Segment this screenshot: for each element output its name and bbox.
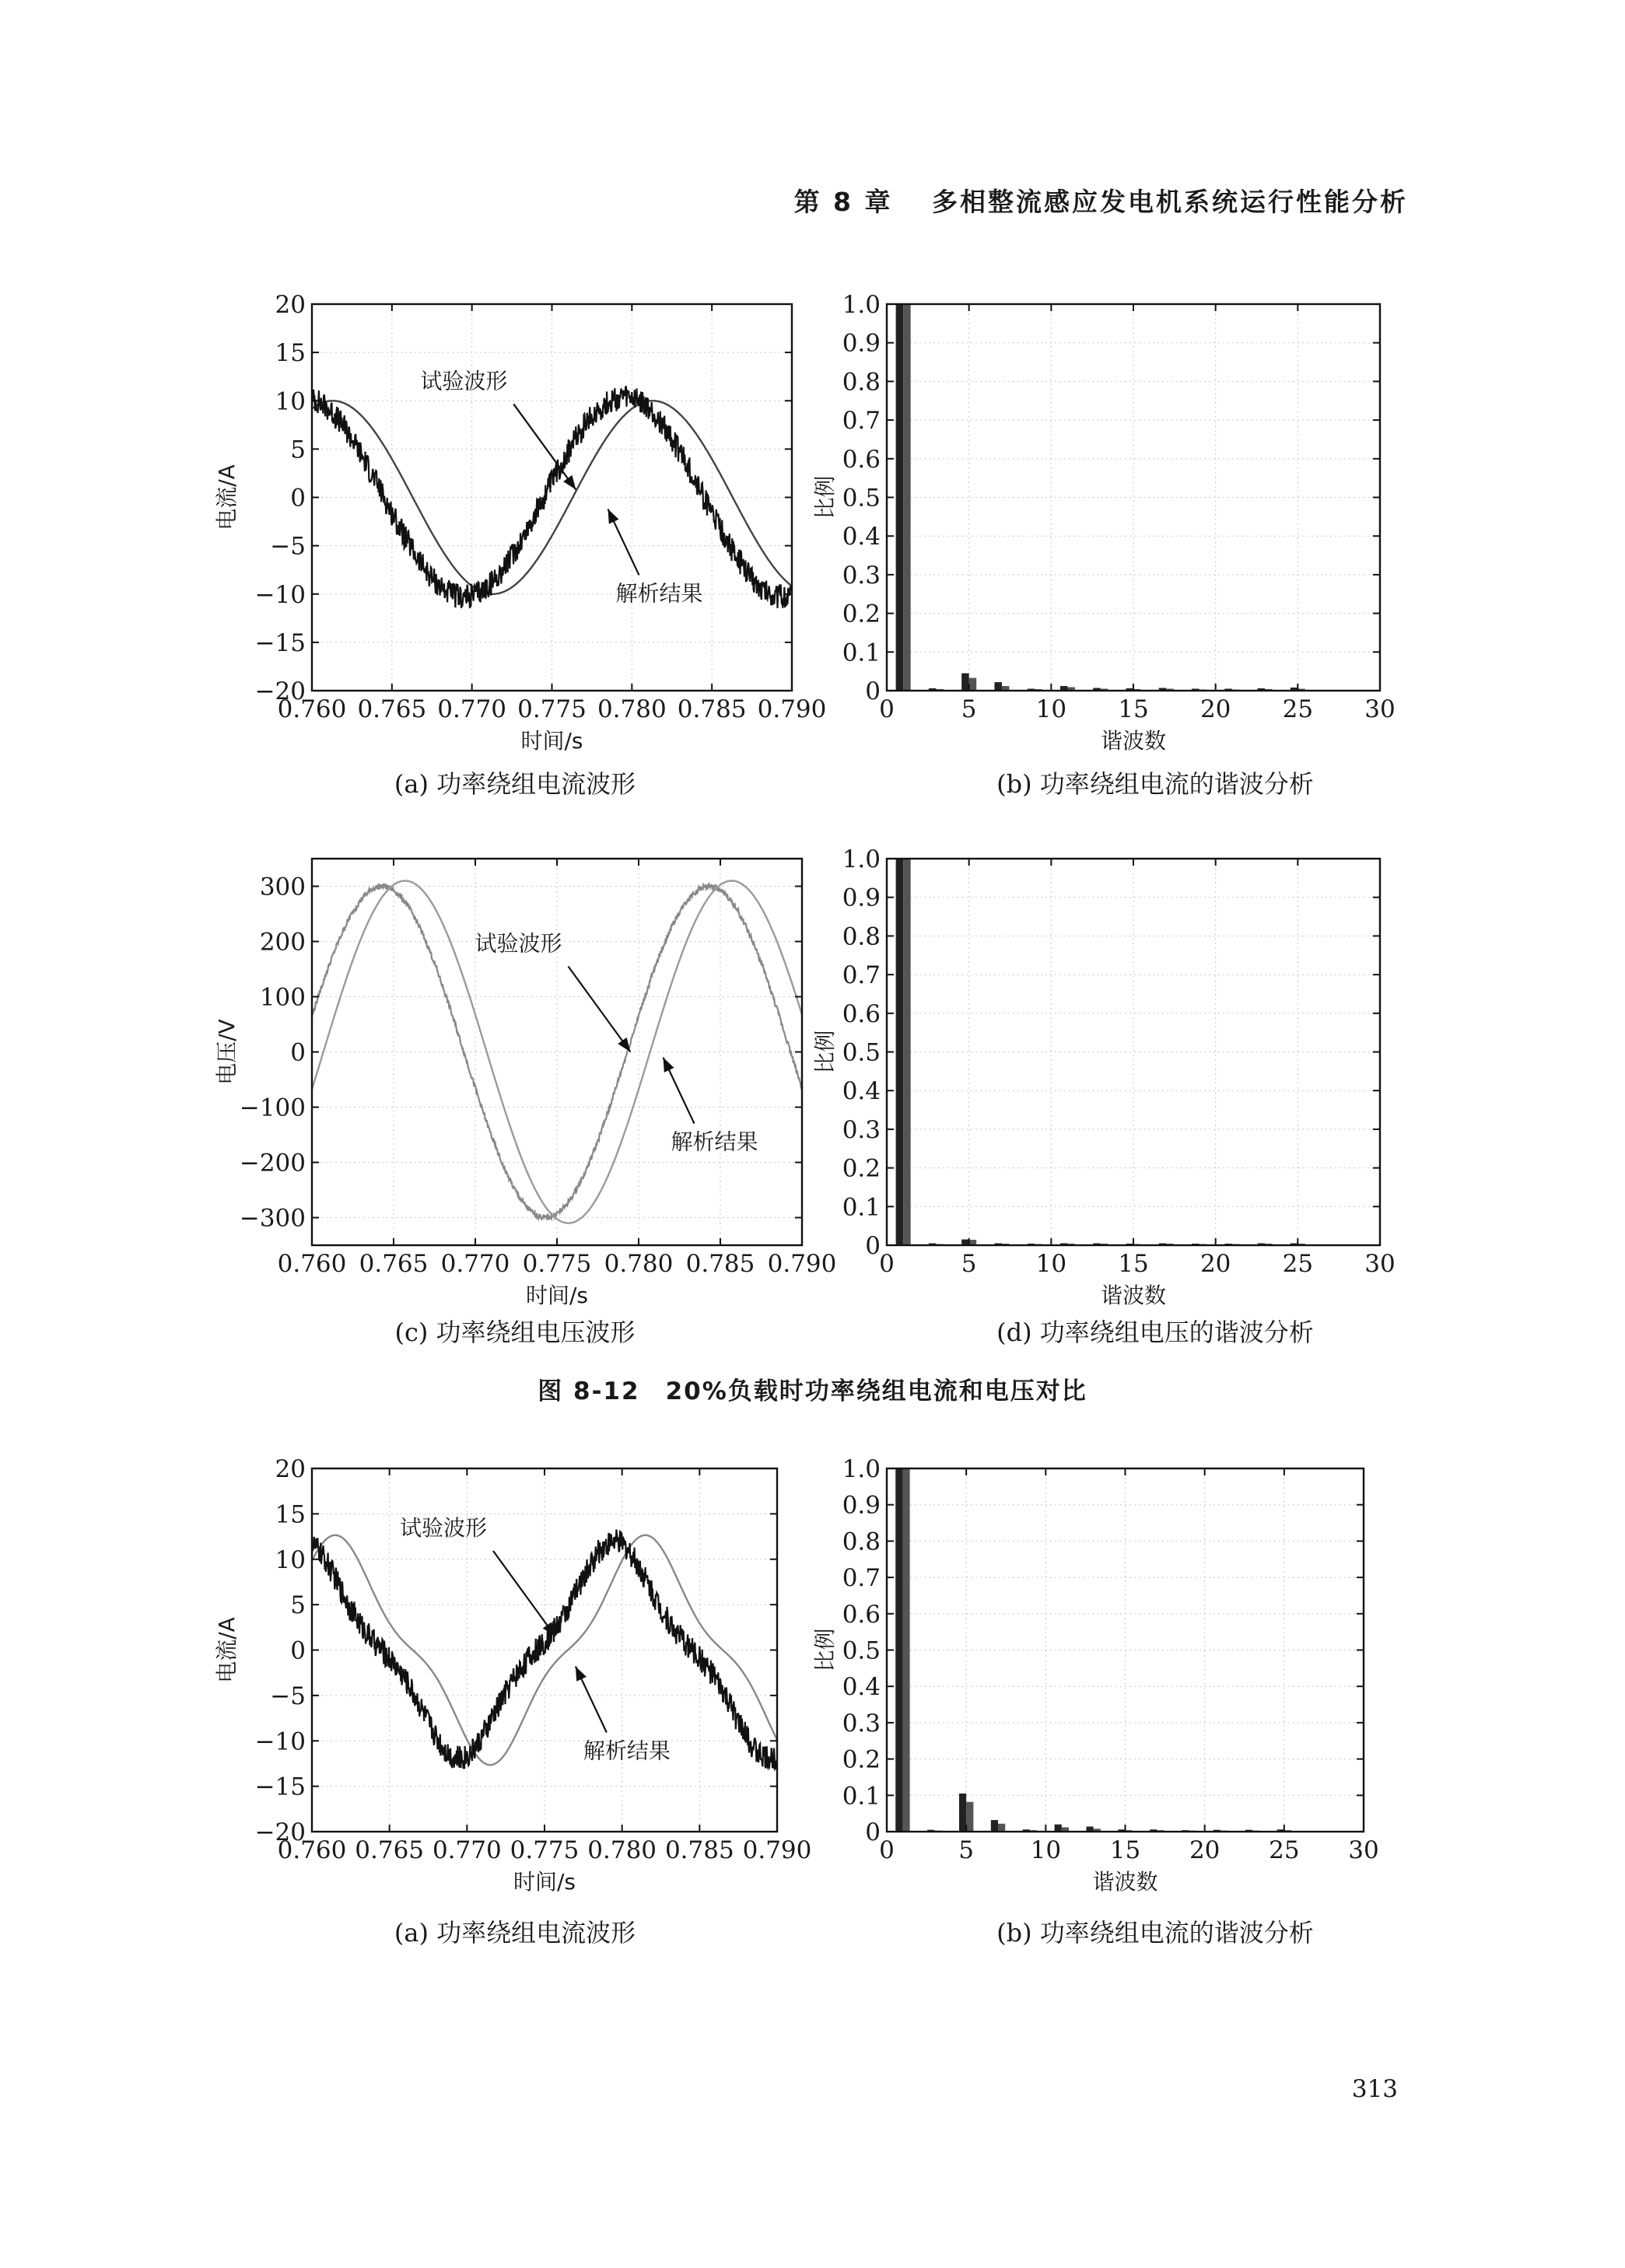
x-tick-label: 20 [1199, 695, 1231, 723]
x-tick-label: 0.780 [604, 1250, 674, 1278]
x-tick-label: 0.765 [359, 1250, 429, 1278]
y-tick-label: 0 [865, 677, 881, 705]
x-tick-label: 0.775 [510, 1836, 580, 1864]
y-tick-label: 0.9 [842, 329, 881, 358]
y-tick-label: 0.3 [842, 1115, 881, 1144]
x-axis-label: 谐波数 [1100, 1283, 1167, 1308]
x-tick-label: 0.775 [517, 695, 587, 723]
y-tick-label: 0 [865, 1232, 881, 1260]
y-tick-label: 0.2 [842, 1154, 881, 1183]
y-tick-label: 0.7 [842, 407, 881, 436]
y-tick-label: 0.3 [842, 1709, 881, 1738]
y-tick-label: 1.0 [842, 291, 881, 319]
y-tick-label: 5 [290, 1591, 306, 1620]
x-tick-label: 25 [1282, 695, 1314, 723]
chapter-header: 第 8 章 多相整流感应发电机系统运行性能分析 [793, 187, 1408, 217]
x-tick-label: 0.770 [432, 1836, 502, 1864]
harmonic-bar [895, 1468, 902, 1832]
y-tick-label: 5 [290, 436, 306, 464]
harmonic-bar [959, 1794, 966, 1832]
y-axis-label: 比例 [812, 1030, 838, 1074]
harmonic-bar [1055, 1825, 1062, 1832]
harmonic-bar [966, 1802, 973, 1832]
y-axis-label: 比例 [812, 475, 838, 520]
caption-2a: (a) 功率绕组电流波形 [394, 1918, 636, 1948]
y-tick-label: 0.9 [842, 1491, 881, 1520]
x-tick-label: 15 [1118, 1250, 1149, 1278]
y-tick-label: 0 [290, 1636, 306, 1665]
y-tick-label: 0 [290, 484, 306, 513]
y-tick-label: −5 [270, 532, 306, 561]
page-number: 313 [1351, 2075, 1398, 2103]
y-tick-label: 1.0 [842, 1455, 881, 1483]
x-tick-label: 0.765 [355, 1836, 425, 1864]
y-axis-label: 比例 [812, 1628, 838, 1672]
y-tick-label: 15 [275, 339, 306, 368]
y-axis-label: 电流/A [214, 464, 240, 530]
y-tick-label: 0.2 [842, 1745, 881, 1774]
y-tick-label: 0.5 [842, 484, 881, 513]
y-tick-label: −5 [270, 1682, 306, 1710]
harmonic-bar [998, 1824, 1005, 1832]
x-tick-label: 20 [1189, 1836, 1221, 1864]
y-tick-label: −20 [254, 1818, 306, 1846]
y-tick-label: 0.7 [842, 961, 881, 990]
y-tick-label: 0.1 [842, 1193, 881, 1222]
harmonic-bar [991, 1820, 998, 1832]
annotation-test-waveform: 试验波形 [399, 1514, 487, 1541]
figure-title: 图 8-12 20%负载时功率绕组电流和电压对比 [538, 1377, 1087, 1405]
y-tick-label: 0.1 [842, 1782, 881, 1811]
x-tick-label: 0.785 [677, 695, 747, 723]
y-tick-label: 0.4 [842, 1673, 881, 1702]
y-tick-label: 0.4 [842, 523, 881, 551]
y-tick-label: 1.0 [842, 845, 881, 873]
x-axis-label: 谐波数 [1100, 728, 1167, 754]
y-tick-label: −200 [239, 1149, 306, 1178]
x-tick-label: 0.765 [357, 695, 427, 723]
y-tick-label: 10 [275, 1545, 306, 1574]
annotation-test-waveform: 试验波形 [475, 930, 562, 957]
y-tick-label: 15 [275, 1500, 306, 1529]
caption-1d: (d) 功率绕组电压的谐波分析 [996, 1318, 1314, 1347]
annotation-analytic-result: 解析结果 [671, 1129, 758, 1155]
y-tick-label: 0 [290, 1038, 306, 1067]
x-tick-label: 0.770 [437, 695, 507, 723]
y-tick-label: −100 [239, 1094, 306, 1122]
x-tick-label: 25 [1269, 1836, 1300, 1864]
x-axis-label: 时间/s [513, 1869, 576, 1895]
x-tick-label: 0.785 [685, 1250, 755, 1278]
x-tick-label: 0 [879, 1250, 895, 1278]
x-tick-label: 0.760 [277, 1836, 347, 1864]
x-tick-label: 5 [961, 695, 977, 723]
x-tick-label: 10 [1030, 1836, 1062, 1864]
y-tick-label: 0.4 [842, 1077, 881, 1106]
y-tick-label: 0.8 [842, 1528, 881, 1556]
y-tick-label: 0.5 [842, 1636, 881, 1665]
x-tick-label: 5 [958, 1836, 975, 1864]
caption-1b: (b) 功率绕组电流的谐波分析 [996, 769, 1314, 799]
caption-1c: (c) 功率绕组电压波形 [394, 1318, 636, 1347]
y-tick-label: −300 [239, 1204, 306, 1233]
x-tick-label: 20 [1199, 1250, 1231, 1278]
x-axis-label: 时间/s [525, 1283, 589, 1308]
y-axis-label: 电压/V [214, 1019, 240, 1085]
annotation-analytic-result: 解析结果 [615, 580, 703, 607]
y-tick-label: 0.8 [842, 922, 881, 951]
x-tick-label: 0.780 [587, 1836, 657, 1864]
x-tick-label: 0.785 [664, 1836, 734, 1864]
y-tick-label: 0.6 [842, 445, 881, 474]
y-tick-label: 300 [259, 873, 306, 901]
x-tick-label: 0 [879, 695, 895, 723]
y-tick-label: 0.8 [842, 368, 881, 397]
x-tick-label: 0.790 [757, 695, 827, 723]
y-tick-label: 0.6 [842, 999, 881, 1028]
y-tick-label: 10 [275, 387, 306, 416]
y-tick-label: 0.5 [842, 1038, 881, 1067]
y-tick-label: −10 [254, 1727, 306, 1756]
annotation-test-waveform: 试验波形 [420, 368, 508, 394]
y-tick-label: 100 [259, 983, 306, 1012]
x-tick-label: 15 [1118, 695, 1149, 723]
y-tick-label: 20 [275, 1455, 306, 1483]
x-tick-label: 0.770 [440, 1250, 510, 1278]
y-tick-label: −15 [254, 1773, 306, 1801]
y-tick-label: −15 [254, 628, 306, 657]
x-axis-label: 谐波数 [1092, 1869, 1158, 1895]
harmonic-bar [902, 1468, 909, 1832]
x-tick-label: 25 [1282, 1250, 1314, 1278]
y-tick-label: 0.7 [842, 1564, 881, 1593]
y-tick-label: 0.2 [842, 600, 881, 628]
x-axis-label: 时间/s [520, 728, 583, 754]
y-tick-label: 0.9 [842, 884, 881, 912]
y-tick-label: 0.6 [842, 1600, 881, 1629]
annotation-analytic-result: 解析结果 [583, 1738, 671, 1764]
y-tick-label: 0.3 [842, 561, 881, 590]
x-tick-label: 30 [1348, 1836, 1379, 1864]
x-tick-label: 0.790 [767, 1250, 837, 1278]
x-tick-label: 0.790 [742, 1836, 812, 1864]
x-tick-label: 0 [879, 1836, 895, 1864]
y-tick-label: 200 [259, 928, 306, 957]
x-tick-label: 10 [1035, 1250, 1067, 1278]
x-tick-label: 30 [1364, 695, 1396, 723]
x-tick-label: 10 [1035, 695, 1067, 723]
x-tick-label: 30 [1364, 1250, 1396, 1278]
y-tick-label: 20 [275, 291, 306, 319]
caption-2b: (b) 功率绕组电流的谐波分析 [996, 1918, 1314, 1948]
y-tick-label: 0 [865, 1818, 881, 1846]
x-tick-label: 15 [1109, 1836, 1141, 1864]
y-tick-label: −20 [254, 677, 306, 705]
x-tick-label: 0.780 [597, 695, 667, 723]
x-tick-label: 0.760 [277, 695, 347, 723]
caption-1a: (a) 功率绕组电流波形 [394, 769, 636, 799]
x-tick-label: 5 [961, 1250, 977, 1278]
y-tick-label: −10 [254, 580, 306, 609]
y-axis-label: 电流/A [214, 1617, 240, 1683]
x-tick-label: 0.760 [277, 1250, 347, 1278]
y-tick-label: 0.1 [842, 639, 881, 667]
x-tick-label: 0.775 [522, 1250, 592, 1278]
